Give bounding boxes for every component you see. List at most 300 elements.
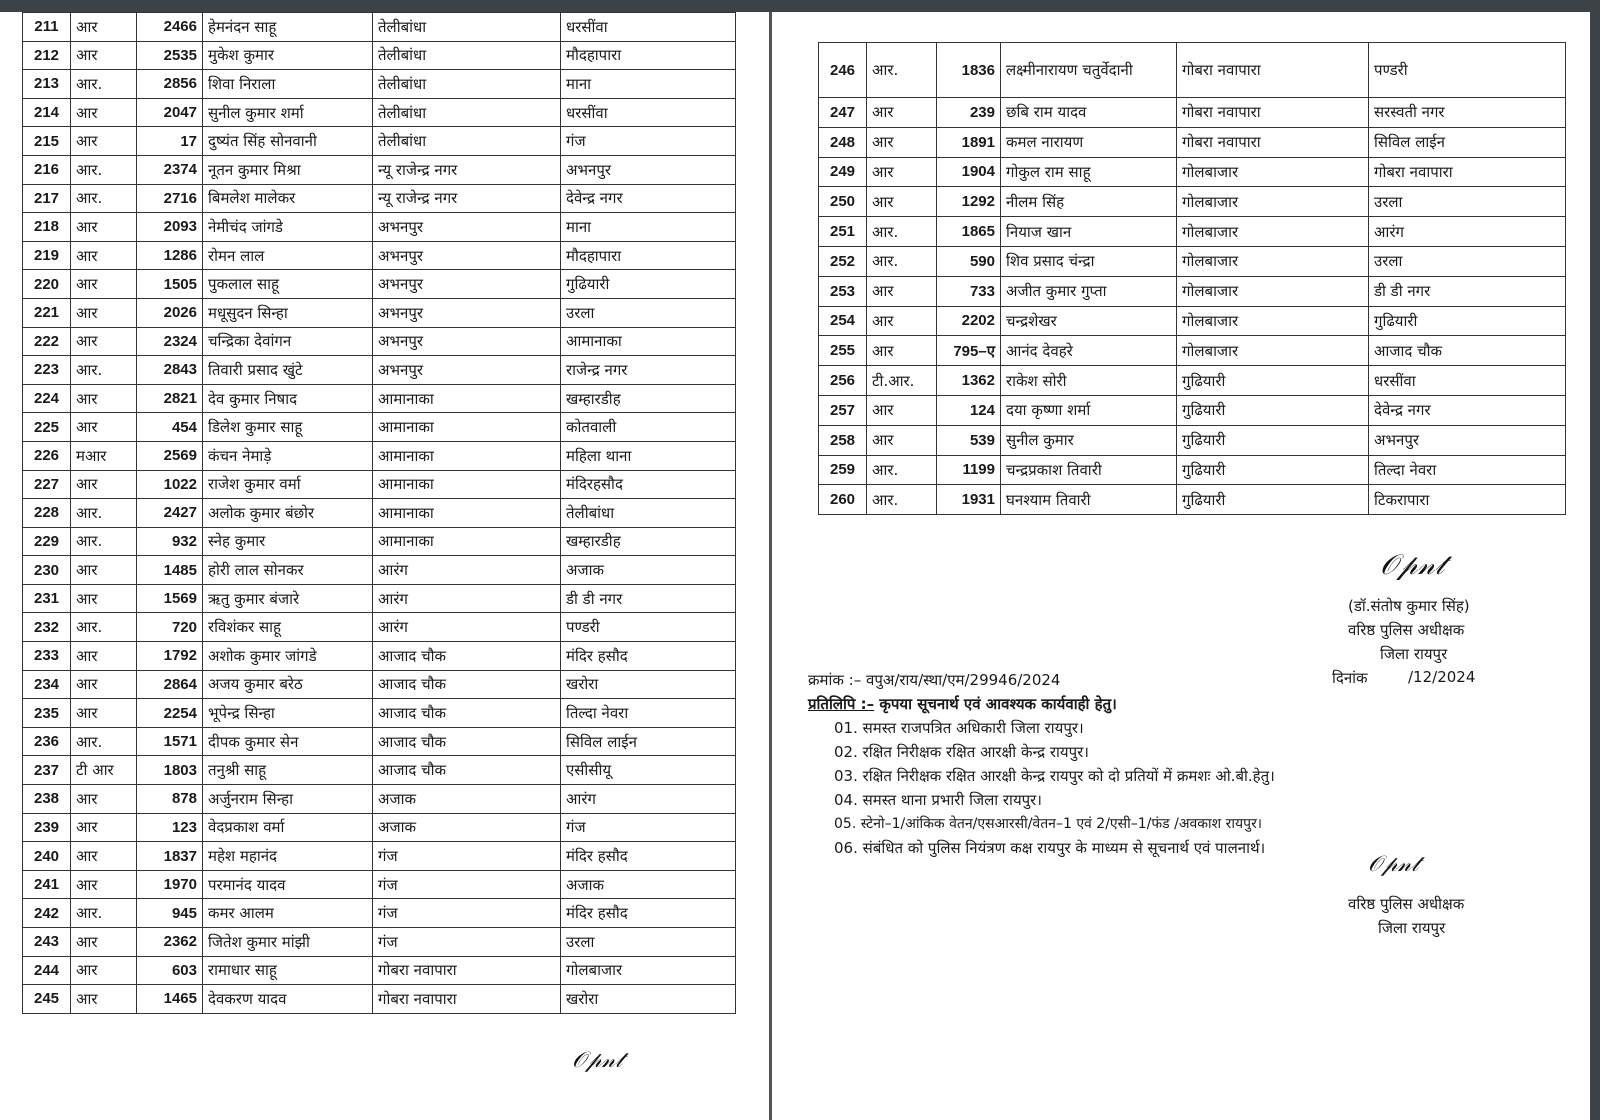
name-cell: अजय कुमार बरेठ	[203, 670, 373, 699]
new-posting-cell: माना	[561, 213, 736, 242]
rank-cell: आर.	[867, 217, 937, 247]
table-row	[23, 527, 736, 556]
name-cell: अजीत कुमार गुप्ता	[1001, 276, 1177, 306]
new-posting-cell: गोबरा नवापारा	[1369, 157, 1566, 187]
current-posting-cell: अभनपुर	[373, 241, 561, 270]
badge-no-cell: 2026	[137, 298, 203, 327]
table-row	[23, 384, 736, 413]
current-posting-cell: गोबरा नवापारा	[1177, 43, 1369, 98]
new-posting-cell: खम्हारडीह	[561, 384, 736, 413]
badge-no-cell: 1199	[937, 455, 1001, 485]
viewer-top-bar	[0, 0, 1600, 12]
badge-no-cell: 2202	[937, 306, 1001, 336]
current-posting-cell: अजाक	[373, 813, 561, 842]
name-cell: मुकेश कुमार	[203, 41, 373, 70]
rank-cell: आर.	[867, 485, 937, 515]
memo-item-03: 03. रक्षित निरीक्षक रक्षित आरक्षी केन्द्र रायपुर को दो प्रतियों में क्रमशः ओ.बी.हेतु।	[834, 767, 1275, 785]
current-posting-cell: गोलबाजार	[1177, 187, 1369, 217]
current-posting-cell: न्यू राजेन्द्र नगर	[373, 155, 561, 184]
badge-no-cell: 239	[937, 98, 1001, 128]
rank-cell: आर.	[71, 527, 137, 556]
current-posting-cell: गोबरा नवापारा	[373, 985, 561, 1014]
new-posting-cell: मौदहापारा	[561, 41, 736, 70]
name-cell: ऋतु कुमार बंजारे	[203, 584, 373, 613]
signature-mark-main: 𝒪𝓅𝓃𝓉	[1380, 548, 1445, 581]
name-cell: चन्द्रिका देवांगन	[203, 327, 373, 356]
serial-no-cell: 236	[23, 727, 71, 756]
memo-copy-line	[808, 694, 1117, 714]
current-posting-cell: आमानाका	[373, 413, 561, 442]
new-posting-cell: सिविल लाईन	[561, 727, 736, 756]
table-row	[23, 327, 736, 356]
new-posting-cell: गंज	[561, 813, 736, 842]
serial-no-cell: 249	[819, 157, 867, 187]
current-posting-cell: गंज	[373, 842, 561, 871]
badge-no-cell: 1485	[137, 556, 203, 585]
new-posting-cell: खम्हारडीह	[561, 527, 736, 556]
badge-no-cell: 1836	[937, 43, 1001, 98]
current-posting-cell: गोबरा नवापारा	[373, 956, 561, 985]
name-cell: पुकलाल साहू	[203, 270, 373, 299]
serial-no-cell: 215	[23, 127, 71, 156]
current-posting-cell: अभनपुर	[373, 356, 561, 385]
badge-no-cell: 795–ए	[937, 336, 1001, 366]
badge-no-cell: 1792	[137, 642, 203, 671]
new-posting-cell: डी डी नगर	[1369, 276, 1566, 306]
name-cell: मधूसुदन सिन्हा	[203, 298, 373, 327]
table-row	[819, 246, 1566, 276]
name-cell: स्नेह कुमार	[203, 527, 373, 556]
new-posting-cell: खरोरा	[561, 985, 736, 1014]
table-row	[23, 70, 736, 99]
table-row	[819, 336, 1566, 366]
badge-no-cell: 1970	[137, 870, 203, 899]
serial-no-cell: 231	[23, 584, 71, 613]
new-posting-cell: गोलबाजार	[561, 956, 736, 985]
name-cell: डिलेश कुमार साहू	[203, 413, 373, 442]
rank-cell: आर	[71, 556, 137, 585]
current-posting-cell: गुढियारी	[1177, 425, 1369, 455]
copy-label: प्रतिलिपि :–	[808, 695, 875, 713]
current-posting-cell: गुढियारी	[1177, 395, 1369, 425]
serial-no-cell: 235	[23, 699, 71, 728]
current-posting-cell: तेलीबांधा	[373, 127, 561, 156]
badge-no-cell: 1803	[137, 756, 203, 785]
table-row	[23, 584, 736, 613]
serial-no-cell: 220	[23, 270, 71, 299]
new-posting-cell: राजेन्द्र नगर	[561, 356, 736, 385]
name-cell: राजेश कुमार वर्मा	[203, 470, 373, 499]
memo-reference	[808, 670, 1060, 690]
rank-cell: आर	[867, 336, 937, 366]
current-posting-cell: तेलीबांधा	[373, 70, 561, 99]
new-posting-cell: उरला	[1369, 187, 1566, 217]
table-row	[23, 499, 736, 528]
table-row	[23, 441, 736, 470]
name-cell: नियाज खान	[1001, 217, 1177, 247]
serial-no-cell: 217	[23, 184, 71, 213]
date-value: /12/2024	[1408, 668, 1476, 686]
new-posting-cell: उरला	[561, 928, 736, 957]
name-cell: नूतन कुमार मिश्रा	[203, 155, 373, 184]
new-posting-cell: उरला	[1369, 246, 1566, 276]
rank-cell: आर	[867, 276, 937, 306]
new-posting-cell: देवेन्द्र नगर	[561, 184, 736, 213]
current-posting-cell: गोलबाजार	[1177, 306, 1369, 336]
serial-no-cell: 211	[23, 13, 71, 42]
serial-no-cell: 214	[23, 98, 71, 127]
new-posting-cell: टिकरापारा	[1369, 485, 1566, 515]
current-posting-cell: गोलबाजार	[1177, 276, 1369, 306]
name-cell: बिमलेश मालेकर	[203, 184, 373, 213]
rank-cell: आर	[71, 270, 137, 299]
new-posting-cell: अजाक	[561, 556, 736, 585]
new-posting-cell: तिल्दा नेवरा	[1369, 455, 1566, 485]
name-cell: छबि राम यादव	[1001, 98, 1177, 128]
badge-no-cell: 2324	[137, 327, 203, 356]
serial-no-cell: 246	[819, 43, 867, 98]
rank-cell: आर	[71, 670, 137, 699]
table-row	[23, 270, 736, 299]
rank-cell: आर	[867, 395, 937, 425]
current-posting-cell: आरंग	[373, 556, 561, 585]
current-posting-cell: अभनपुर	[373, 213, 561, 242]
rank-cell: आर.	[71, 356, 137, 385]
rank-cell: आर	[71, 870, 137, 899]
new-posting-cell: अभनपुर	[1369, 425, 1566, 455]
name-cell: चन्द्रप्रकाश तिवारी	[1001, 455, 1177, 485]
name-cell: तिवारी प्रसाद खुंटे	[203, 356, 373, 385]
serial-no-cell: 259	[819, 455, 867, 485]
current-posting-cell: आरंग	[373, 584, 561, 613]
badge-no-cell: 1837	[137, 842, 203, 871]
rank-cell: आर	[867, 187, 937, 217]
page-divider	[769, 12, 772, 1120]
new-posting-cell: गंज	[561, 127, 736, 156]
badge-no-cell: 733	[937, 276, 1001, 306]
current-posting-cell: गुढियारी	[1177, 455, 1369, 485]
new-posting-cell: आरंग	[561, 785, 736, 814]
badge-no-cell: 539	[937, 425, 1001, 455]
table-row	[23, 785, 736, 814]
badge-no-cell: 1865	[937, 217, 1001, 247]
rank-cell: आर	[867, 98, 937, 128]
rank-cell: आर	[71, 842, 137, 871]
table-row	[23, 556, 736, 585]
table-row	[819, 187, 1566, 217]
table-row	[819, 276, 1566, 306]
badge-no-cell: 932	[137, 527, 203, 556]
rank-cell: आर.	[71, 613, 137, 642]
new-posting-cell: अजाक	[561, 870, 736, 899]
memo-item-04: 04. समस्त थाना प्रभारी जिला रायपुर।	[834, 791, 1042, 809]
serial-no-cell: 256	[819, 366, 867, 396]
new-posting-cell: खरोरा	[561, 670, 736, 699]
current-posting-cell: आमानाका	[373, 441, 561, 470]
badge-no-cell: 2362	[137, 928, 203, 957]
current-posting-cell: गंज	[373, 899, 561, 928]
serial-no-cell: 245	[23, 985, 71, 1014]
rank-cell: आर	[867, 127, 937, 157]
serial-no-cell: 228	[23, 499, 71, 528]
table-row	[819, 127, 1566, 157]
serial-no-cell: 227	[23, 470, 71, 499]
reference-label: क्रमांक :–	[808, 671, 862, 689]
new-posting-cell: एसीसीयू	[561, 756, 736, 785]
name-cell: गोकुल राम साहू	[1001, 157, 1177, 187]
new-posting-cell: कोतवाली	[561, 413, 736, 442]
table-row	[819, 366, 1566, 396]
name-cell: कमर आलम	[203, 899, 373, 928]
name-cell: कंचन नेमाड़े	[203, 441, 373, 470]
rank-cell: आर	[71, 928, 137, 957]
rank-cell: आर	[71, 642, 137, 671]
new-posting-cell: मौदहापारा	[561, 241, 736, 270]
badge-no-cell: 1571	[137, 727, 203, 756]
name-cell: दुष्यंत सिंह सोनवानी	[203, 127, 373, 156]
new-posting-cell: अभनपुर	[561, 155, 736, 184]
rank-cell: टी आर	[71, 756, 137, 785]
signatory-name: (डॉ.संतोष कुमार सिंह)	[1348, 597, 1470, 615]
memo-item-02: 02. रक्षित निरीक्षक रक्षित आरक्षी केन्द्र रायपुर।	[834, 743, 1089, 761]
table-row	[23, 642, 736, 671]
current-posting-cell: गंज	[373, 928, 561, 957]
table-row	[23, 727, 736, 756]
new-posting-cell: आजाद चौक	[1369, 336, 1566, 366]
name-cell: आनंद देवहरे	[1001, 336, 1177, 366]
current-posting-cell: आमानाका	[373, 499, 561, 528]
rank-cell: आर.	[867, 246, 937, 276]
table-row	[23, 213, 736, 242]
serial-no-cell: 251	[819, 217, 867, 247]
new-posting-cell: गुढियारी	[561, 270, 736, 299]
footer-district: जिला रायपुर	[1378, 919, 1446, 937]
table-row	[819, 98, 1566, 128]
table-row	[23, 928, 736, 957]
badge-no-cell: 2716	[137, 184, 203, 213]
signatory-district: जिला रायपुर	[1380, 645, 1448, 663]
serial-no-cell: 223	[23, 356, 71, 385]
current-posting-cell: गुढियारी	[1177, 485, 1369, 515]
rank-cell: आर	[71, 213, 137, 242]
table-row	[819, 485, 1566, 515]
table-row	[819, 43, 1566, 98]
rank-cell: आर.	[71, 70, 137, 99]
rank-cell: आर	[71, 699, 137, 728]
table-row	[23, 756, 736, 785]
reference-number: वपुअ/राय/स्था/एम/29946/2024	[866, 671, 1061, 689]
current-posting-cell: आमानाका	[373, 384, 561, 413]
rank-cell: आर	[71, 41, 137, 70]
current-posting-cell: आमानाका	[373, 527, 561, 556]
new-posting-cell: माना	[561, 70, 736, 99]
name-cell: भूपेन्द्र सिन्हा	[203, 699, 373, 728]
table-row	[23, 842, 736, 871]
badge-no-cell: 945	[137, 899, 203, 928]
signature-mark-footer: 𝒪𝓅𝓃𝓉	[1368, 852, 1419, 877]
serial-no-cell: 225	[23, 413, 71, 442]
name-cell: दया कृष्णा शर्मा	[1001, 395, 1177, 425]
table-row	[23, 13, 736, 42]
name-cell: जितेश कुमार मांझी	[203, 928, 373, 957]
serial-no-cell: 250	[819, 187, 867, 217]
badge-no-cell: 1465	[137, 985, 203, 1014]
serial-no-cell: 212	[23, 41, 71, 70]
badge-no-cell: 1891	[937, 127, 1001, 157]
current-posting-cell: आजाद चौक	[373, 642, 561, 671]
current-posting-cell: तेलीबांधा	[373, 41, 561, 70]
new-posting-cell: मंदिर हसौद	[561, 842, 736, 871]
serial-no-cell: 248	[819, 127, 867, 157]
serial-no-cell: 219	[23, 241, 71, 270]
rank-cell: आर.	[71, 899, 137, 928]
badge-no-cell: 454	[137, 413, 203, 442]
current-posting-cell: अभनपुर	[373, 327, 561, 356]
serial-no-cell: 224	[23, 384, 71, 413]
memo-item-05: 05. स्टेनो–1/आंकिक वेतन/एसआरसी/वेतन–1 एवं 2/एसी–1/फंड /अवकाश रायपुर।	[834, 816, 1263, 832]
serial-no-cell: 255	[819, 336, 867, 366]
badge-no-cell: 2843	[137, 356, 203, 385]
rank-cell: आर	[71, 98, 137, 127]
rank-cell: मआर	[71, 441, 137, 470]
current-posting-cell: आमानाका	[373, 470, 561, 499]
badge-no-cell: 2535	[137, 41, 203, 70]
badge-no-cell: 2374	[137, 155, 203, 184]
table-row	[23, 241, 736, 270]
new-posting-cell: आरंग	[1369, 217, 1566, 247]
rank-cell: आर	[71, 813, 137, 842]
name-cell: लक्ष्मीनारायण चतुर्वेदानी	[1001, 43, 1177, 98]
transfer-table-left	[22, 12, 736, 1014]
rank-cell: आर	[71, 985, 137, 1014]
new-posting-cell: महिला थाना	[561, 441, 736, 470]
rank-cell: आर.	[71, 499, 137, 528]
rank-cell: आर	[71, 470, 137, 499]
table-row	[23, 298, 736, 327]
rank-cell: आर	[71, 298, 137, 327]
serial-no-cell: 233	[23, 642, 71, 671]
serial-no-cell: 234	[23, 670, 71, 699]
name-cell: दीपक कुमार सेन	[203, 727, 373, 756]
table-row	[23, 413, 736, 442]
new-posting-cell: धरसींवा	[1369, 366, 1566, 396]
badge-no-cell: 2427	[137, 499, 203, 528]
name-cell: राकेश सोरी	[1001, 366, 1177, 396]
memo-item-01: 01. समस्त राजपत्रित अधिकारी जिला रायपुर।	[834, 719, 1084, 737]
name-cell: सुनील कुमार	[1001, 425, 1177, 455]
serial-no-cell: 238	[23, 785, 71, 814]
table-row	[23, 956, 736, 985]
name-cell: देवकरण यादव	[203, 985, 373, 1014]
name-cell: अशोक कुमार जांगडे	[203, 642, 373, 671]
badge-no-cell: 123	[137, 813, 203, 842]
new-posting-cell: गुढियारी	[1369, 306, 1566, 336]
new-posting-cell: देवेन्द्र नगर	[1369, 395, 1566, 425]
name-cell: रोमन लाल	[203, 241, 373, 270]
name-cell: वेदप्रकाश वर्मा	[203, 813, 373, 842]
serial-no-cell: 229	[23, 527, 71, 556]
current-posting-cell: न्यू राजेन्द्र नगर	[373, 184, 561, 213]
current-posting-cell: गोबरा नवापारा	[1177, 127, 1369, 157]
serial-no-cell: 222	[23, 327, 71, 356]
serial-no-cell: 216	[23, 155, 71, 184]
rank-cell: आर	[867, 157, 937, 187]
rank-cell: आर	[71, 785, 137, 814]
rank-cell: आर.	[71, 184, 137, 213]
current-posting-cell: गंज	[373, 870, 561, 899]
new-posting-cell: तिल्दा नेवरा	[561, 699, 736, 728]
serial-no-cell: 252	[819, 246, 867, 276]
rank-cell: आर	[867, 425, 937, 455]
rank-cell: आर	[71, 13, 137, 42]
name-cell: तनुश्री साहू	[203, 756, 373, 785]
table-row	[23, 41, 736, 70]
badge-no-cell: 124	[937, 395, 1001, 425]
current-posting-cell: आजाद चौक	[373, 670, 561, 699]
rank-cell: आर	[71, 413, 137, 442]
rank-cell: आर	[71, 327, 137, 356]
table-row	[23, 813, 736, 842]
rank-cell: आर	[867, 306, 937, 336]
serial-no-cell: 258	[819, 425, 867, 455]
name-cell: रामाधार साहू	[203, 956, 373, 985]
badge-no-cell: 2466	[137, 13, 203, 42]
new-posting-cell: उरला	[561, 298, 736, 327]
name-cell: परमानंद यादव	[203, 870, 373, 899]
new-posting-cell: पण्डरी	[561, 613, 736, 642]
current-posting-cell: गोबरा नवापारा	[1177, 98, 1369, 128]
table-row	[23, 127, 736, 156]
rank-cell: आर	[71, 127, 137, 156]
footer-designation: वरिष्ठ पुलिस अधीक्षक	[1348, 895, 1465, 913]
table-row	[23, 670, 736, 699]
current-posting-cell: अजाक	[373, 785, 561, 814]
new-posting-cell: सरस्वती नगर	[1369, 98, 1566, 128]
serial-no-cell: 218	[23, 213, 71, 242]
table-row	[23, 699, 736, 728]
badge-no-cell: 17	[137, 127, 203, 156]
table-row	[23, 356, 736, 385]
date-label: दिनांक	[1332, 669, 1368, 687]
name-cell: रविशंकर साहू	[203, 613, 373, 642]
viewer-scrollbar[interactable]	[1590, 0, 1600, 1120]
memo-item-06: 06. संबंधित को पुलिस नियंत्रण कक्ष रायपुर के माध्यम से सूचनार्थ एवं पालनार्थ।	[834, 839, 1266, 857]
table-row	[23, 155, 736, 184]
table-row	[819, 157, 1566, 187]
badge-no-cell: 1569	[137, 584, 203, 613]
rank-cell: आर	[71, 241, 137, 270]
signature-mark-left: 𝒪𝓅𝓃𝓉	[572, 1048, 623, 1073]
table-row	[819, 217, 1566, 247]
current-posting-cell: गोलबाजार	[1177, 157, 1369, 187]
current-posting-cell: तेलीबांधा	[373, 13, 561, 42]
serial-no-cell: 237	[23, 756, 71, 785]
current-posting-cell: अभनपुर	[373, 298, 561, 327]
table-row	[819, 395, 1566, 425]
serial-no-cell: 213	[23, 70, 71, 99]
current-posting-cell: गोलबाजार	[1177, 217, 1369, 247]
copy-text: कृपया सूचनार्थ एवं आवश्यक कार्यवाही हेतु।	[879, 695, 1117, 713]
serial-no-cell: 242	[23, 899, 71, 928]
table-row	[819, 425, 1566, 455]
serial-no-cell: 241	[23, 870, 71, 899]
table-row	[23, 985, 736, 1014]
current-posting-cell: आजाद चौक	[373, 756, 561, 785]
name-cell: नीलम सिंह	[1001, 187, 1177, 217]
badge-no-cell: 1292	[937, 187, 1001, 217]
badge-no-cell: 1505	[137, 270, 203, 299]
rank-cell: टी.आर.	[867, 366, 937, 396]
